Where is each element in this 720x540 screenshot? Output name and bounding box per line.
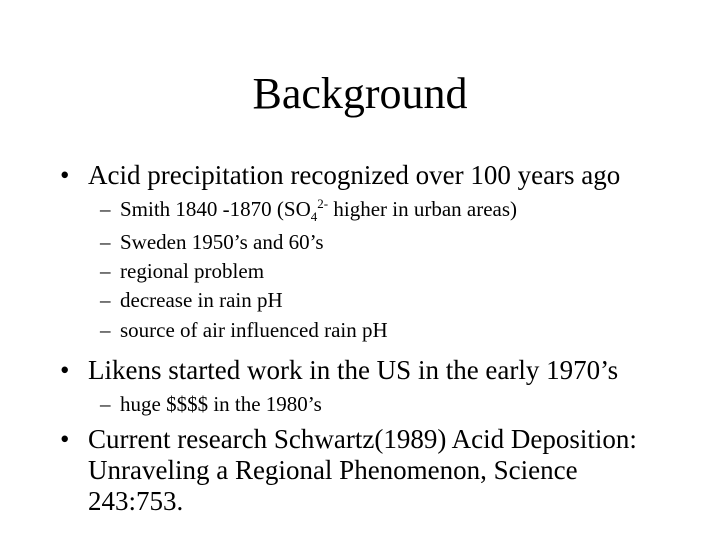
sub-bullet-text: huge $$$$ in the 1980’s [120, 392, 322, 416]
sub-bullet-text: regional problem [120, 259, 265, 283]
dash-glyph: – [100, 392, 111, 416]
bullet-text-line: Current research Schwartz(1989) Acid Deposition: [88, 424, 637, 454]
bullet-text [88, 424, 688, 517]
bullet-text-line: 243:753. [88, 486, 184, 516]
sub-bullet-text: decrease in rain pH [120, 288, 283, 312]
bullet-glyph: • [60, 424, 70, 454]
text-run: Smith 1840 -1870 (SO [120, 197, 311, 221]
bullet-glyph: • [60, 355, 70, 385]
slide-title: Background [252, 69, 468, 118]
dash-glyph: – [100, 318, 111, 342]
dash-glyph: – [100, 288, 111, 312]
bullet-text: Likens started work in the US in the early 1970’s [88, 355, 619, 385]
sub-bullet-text [120, 196, 518, 225]
bullet-glyph: • [60, 160, 70, 190]
text-run: higher in urban areas) [328, 197, 518, 221]
dash-glyph: – [100, 259, 111, 283]
bullet-text: Acid precipitation recognized over 100 years ago [88, 160, 621, 190]
bullet-text-line: Unraveling a Regional Phenomenon, Science [88, 455, 578, 485]
sub-bullet-text: Sweden 1950’s and 60’s [120, 230, 324, 254]
superscript: 2- [317, 196, 329, 211]
dash-glyph: – [100, 230, 111, 254]
subscript: 4 [310, 209, 318, 225]
dash-glyph: – [100, 197, 111, 221]
sub-bullet-text: source of air influenced rain pH [120, 318, 388, 342]
